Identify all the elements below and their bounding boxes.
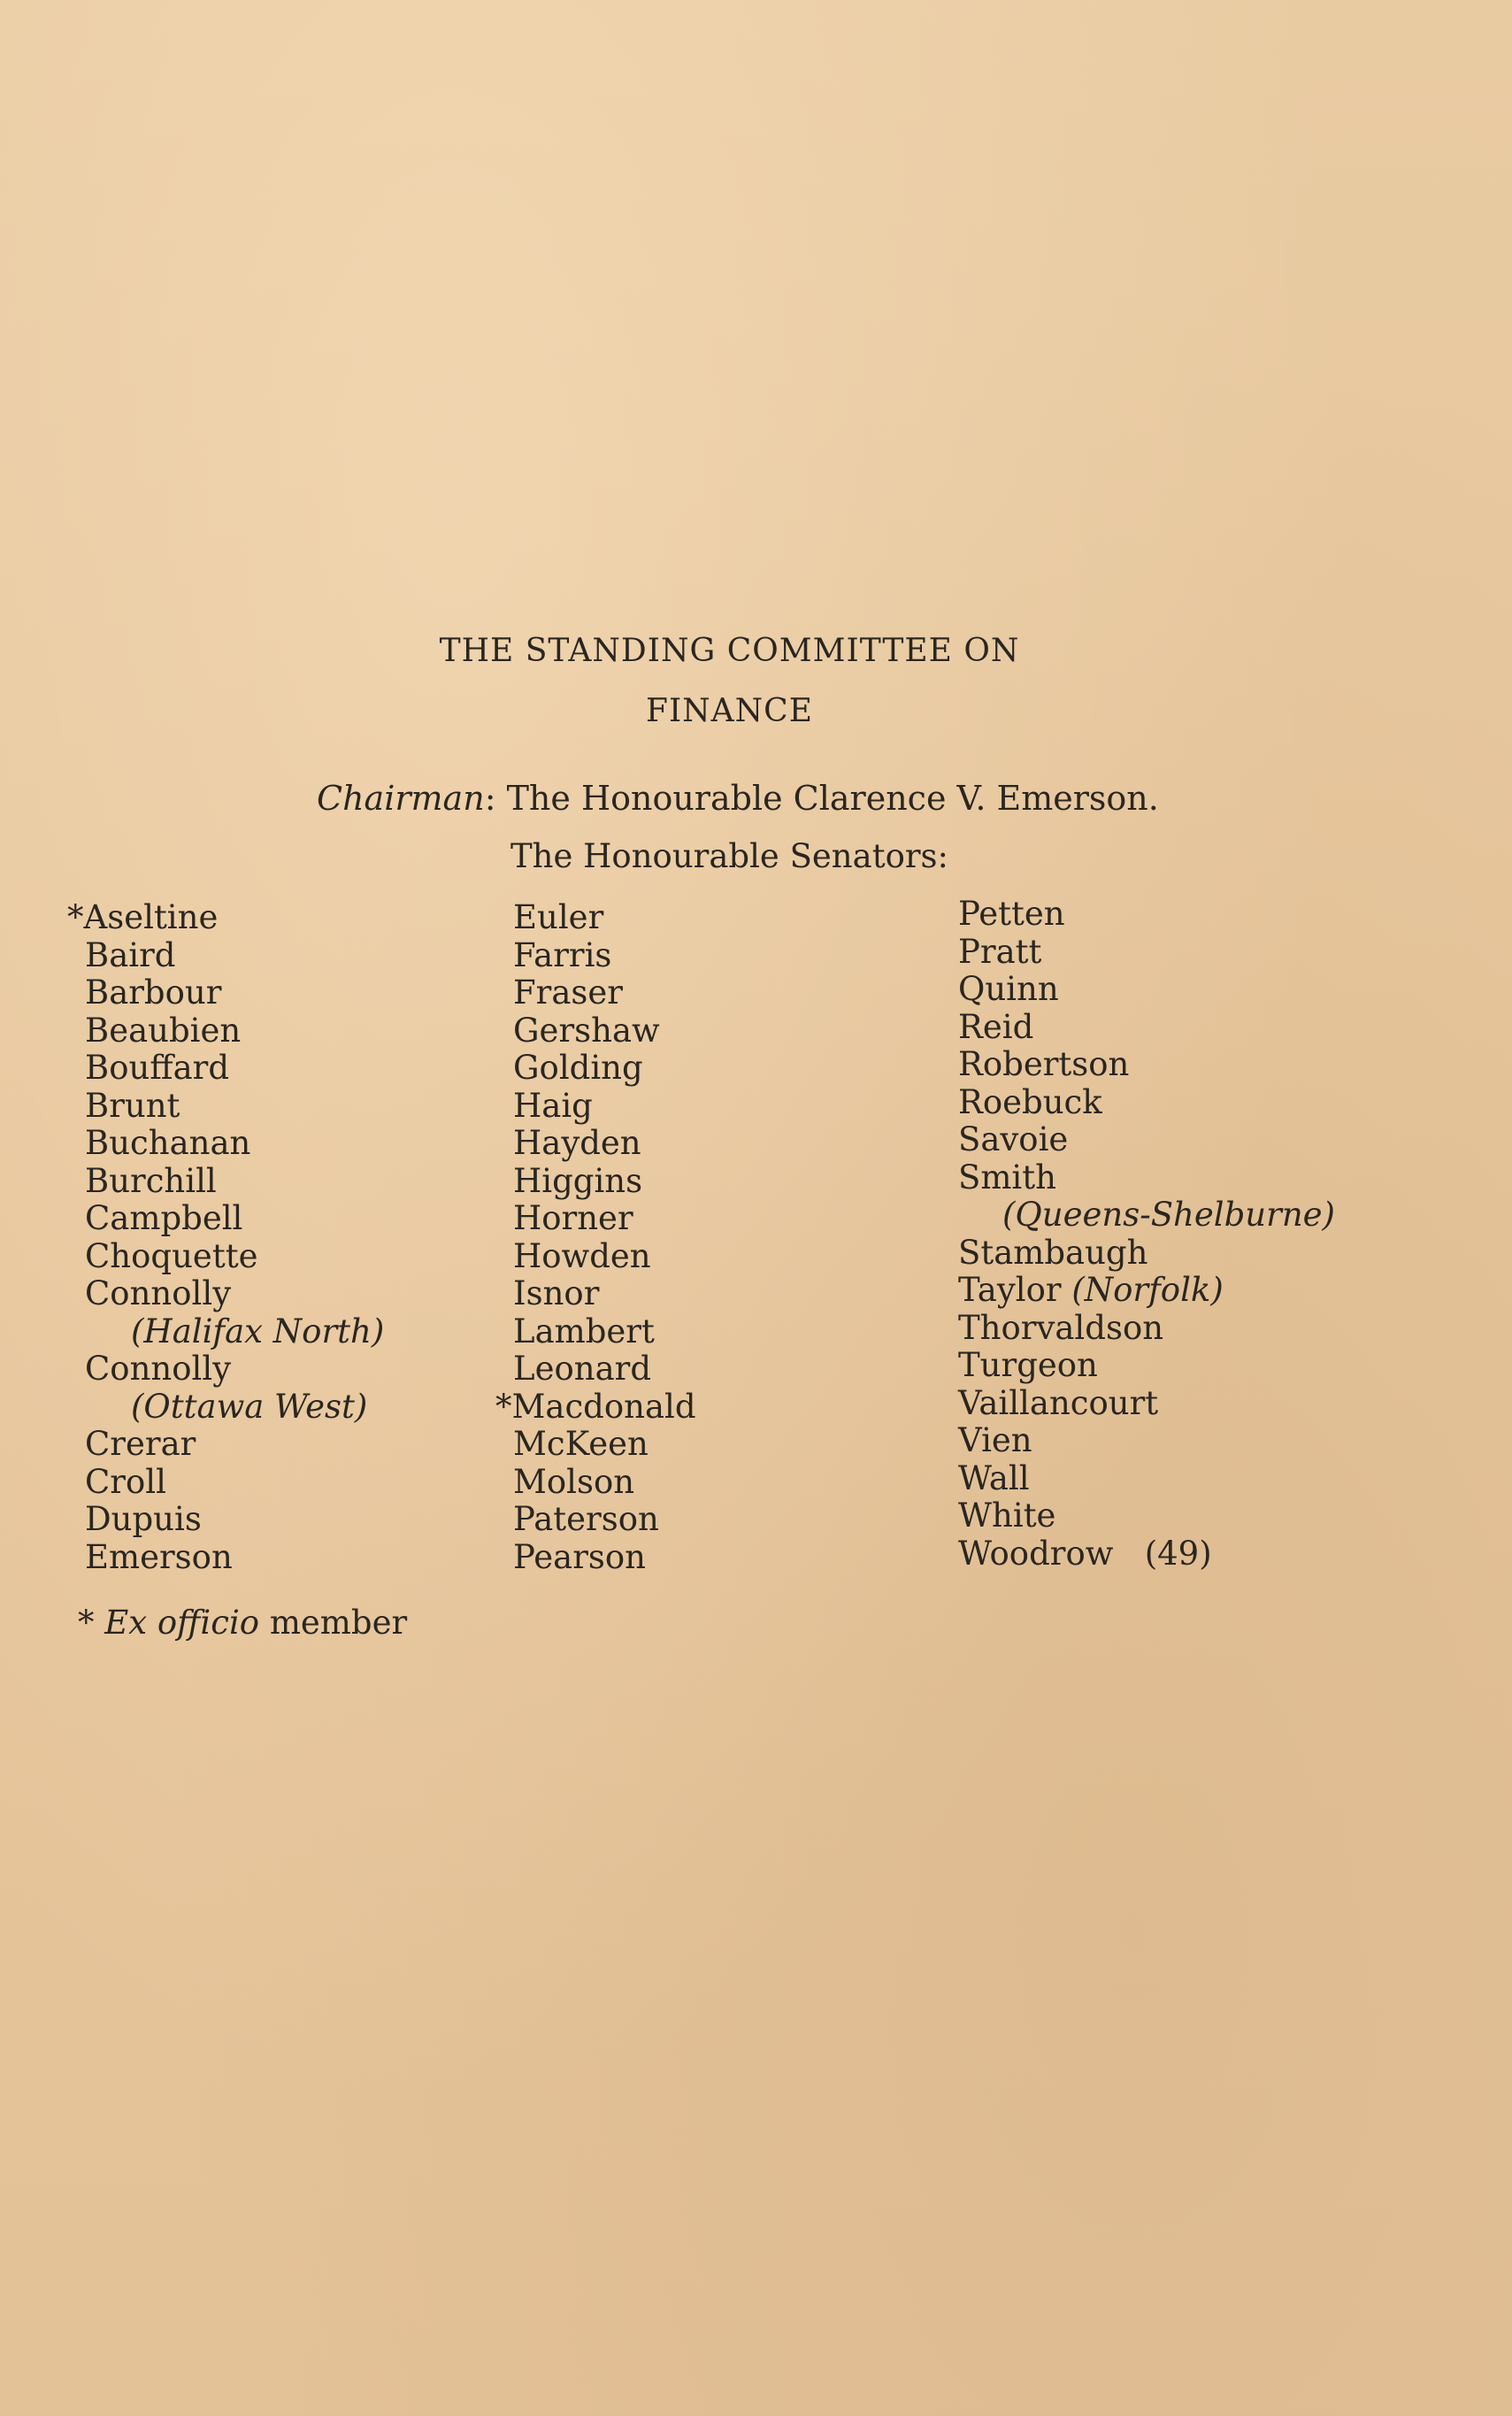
senator-list-column-1 [67, 898, 385, 1576]
list-item: Petten [958, 895, 1065, 933]
list-item: Dupuis [85, 1500, 202, 1538]
list-item: Turgeon [958, 1346, 1098, 1384]
list-item: Isnor [513, 1274, 600, 1312]
list-item: Reid [958, 1007, 1034, 1046]
list-item: Campbell [85, 1199, 243, 1237]
list-item: Crerar [85, 1425, 196, 1463]
list-item: Thorvaldson [958, 1308, 1164, 1347]
list-item: Molson [513, 1462, 635, 1501]
list-item: Hayden [513, 1124, 641, 1162]
chairman-text: : The Honourable Clarence V. Emerson. [484, 779, 1159, 818]
list-item-qualifier: (Halifax North) [131, 1312, 385, 1350]
list-item: Smith [958, 1158, 1056, 1196]
senators-heading: The Honourable Senators: [510, 837, 948, 875]
footnote-text: member [259, 1604, 408, 1642]
list-item: Beaubien [85, 1011, 242, 1050]
list-item: Lambert [513, 1312, 655, 1350]
footnote-marker: * [78, 1604, 95, 1642]
list-item: Connolly [85, 1350, 232, 1388]
list-item: Haig [513, 1086, 593, 1125]
list-item: Bouffard [85, 1049, 230, 1087]
list-item: Vien [958, 1421, 1032, 1459]
list-item: Wall [958, 1458, 1030, 1497]
list-item-qualifier: (Ottawa West) [131, 1387, 368, 1426]
list-item: Woodrow (49) [958, 1534, 1212, 1573]
list-item: Taylor (Norfolk) [958, 1271, 1224, 1309]
list-item: Howden [513, 1236, 651, 1275]
senator-list-column-3 [958, 896, 1335, 1573]
list-item-qualifier: (Queens-Shelburne) [1002, 1196, 1335, 1234]
list-item: Euler [513, 898, 604, 936]
list-item: Savoie [958, 1120, 1069, 1158]
committee-title-line2: FINANCE [645, 693, 814, 729]
list-item: Farris [513, 935, 612, 974]
list-item: Choquette [85, 1236, 258, 1275]
list-item: Higgins [513, 1161, 643, 1200]
list-item: *Aseltine [67, 898, 219, 936]
list-item: Croll [85, 1462, 166, 1501]
list-item: Robertson [958, 1045, 1130, 1083]
footnote-italic: Ex officio [104, 1604, 260, 1642]
list-item: Burchill [85, 1161, 217, 1200]
list-item: Emerson [85, 1537, 233, 1576]
list-item: Vaillancourt [958, 1383, 1159, 1422]
senator-list-column-2 [495, 898, 696, 1576]
list-item: Brunt [85, 1086, 180, 1125]
list-item: Pratt [958, 932, 1042, 971]
chairman-line [317, 779, 1159, 818]
list-item: White [958, 1497, 1056, 1535]
list-item: Connolly [85, 1274, 232, 1312]
list-item: Pearson [513, 1537, 646, 1576]
list-item: McKeen [513, 1425, 649, 1463]
list-item: Buchanan [85, 1124, 251, 1162]
list-item: Baird [85, 935, 176, 974]
chairman-label: Chairman [317, 779, 485, 818]
list-item: Roebuck [958, 1082, 1102, 1121]
footnote [78, 1604, 407, 1642]
list-item: *Macdonald [495, 1387, 696, 1426]
list-item: Horner [513, 1199, 633, 1237]
list-item: Stambaugh [958, 1233, 1148, 1272]
total-count: (49) [1144, 1534, 1212, 1573]
list-item: Quinn [958, 970, 1059, 1008]
list-item: Barbour [85, 973, 222, 1012]
committee-title-line1: THE STANDING COMMITTEE ON [439, 633, 1020, 669]
list-item: Paterson [513, 1500, 659, 1538]
list-item: Leonard [513, 1350, 652, 1388]
list-item: Fraser [513, 973, 623, 1012]
list-item: Gershaw [513, 1011, 660, 1050]
list-item: Golding [513, 1049, 643, 1087]
